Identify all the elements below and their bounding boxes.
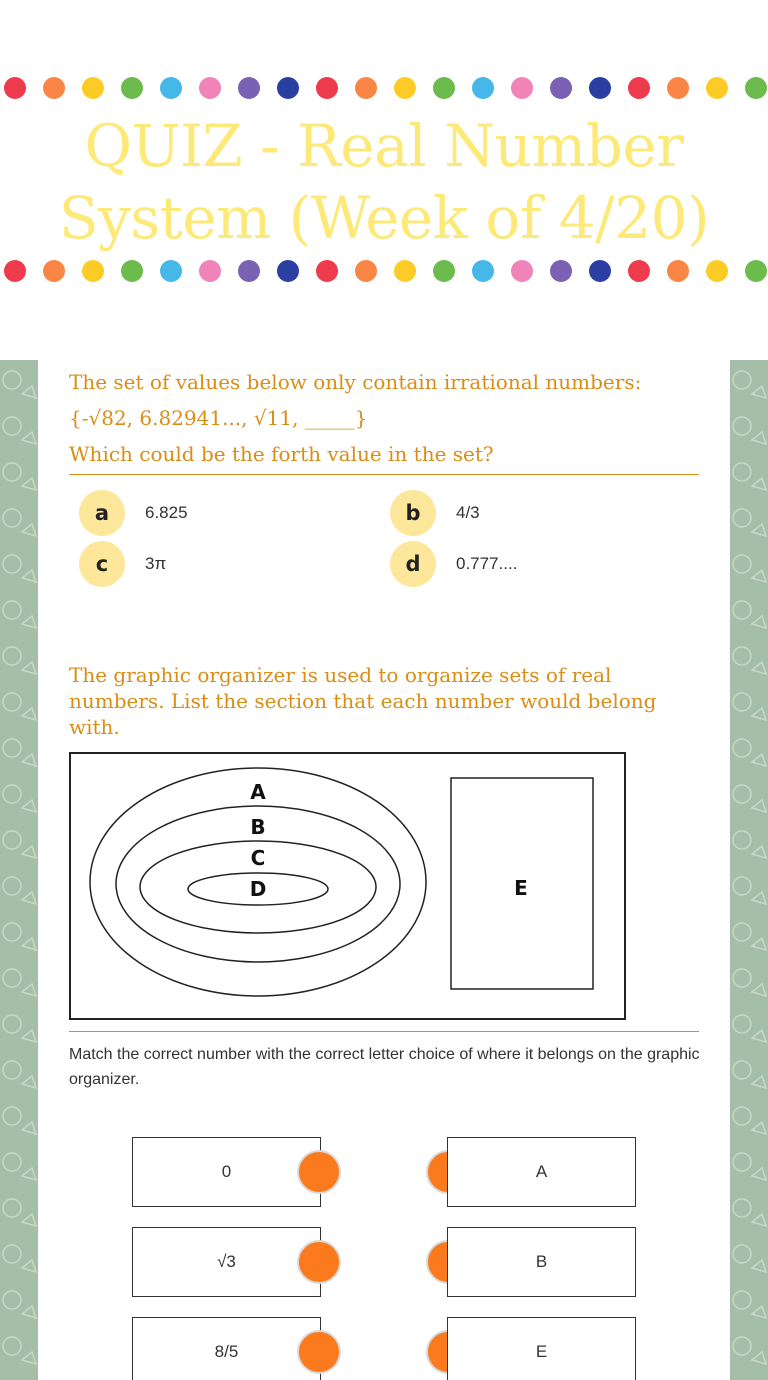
option-c[interactable]	[79, 541, 166, 587]
doodle-shape	[752, 846, 766, 858]
doodle-shape	[3, 1199, 21, 1217]
decorative-dot	[121, 260, 143, 282]
decorative-dot	[238, 77, 260, 99]
doodle-shape	[733, 1107, 751, 1125]
doodle-shape	[733, 831, 751, 849]
doodle-shape	[22, 386, 36, 398]
decorative-dot	[199, 260, 221, 282]
matching-instruction: Match the correct number with the correct letter choice of where it belongs on the graphic organizer.	[69, 1046, 700, 1088]
doodle-shape	[752, 1260, 766, 1272]
doodle-shape	[752, 1214, 766, 1226]
doodle-shape	[22, 1122, 36, 1134]
doodle-shape	[752, 662, 766, 674]
match-left-connector[interactable]	[297, 1330, 341, 1374]
doodle-shape	[22, 1030, 36, 1042]
label-e: E	[514, 876, 528, 900]
doodle-shape	[752, 1122, 766, 1134]
decorative-dot	[277, 77, 299, 99]
real-number-venn-diagram	[71, 754, 624, 1018]
dot-border-bottom	[0, 260, 768, 284]
decorative-dot	[589, 260, 611, 282]
option-letter-badge: c	[79, 541, 125, 587]
doodle-shape	[3, 1337, 21, 1355]
decorative-dot	[394, 77, 416, 99]
doodle-shape	[3, 1291, 21, 1309]
doodle-shape	[752, 524, 766, 536]
option-text: 0.777....	[456, 554, 518, 573]
label-a: A	[250, 780, 266, 804]
decorative-dot	[667, 260, 689, 282]
worksheet-content	[38, 360, 730, 1380]
doodle-shape	[3, 969, 21, 987]
doodle-shape	[733, 1061, 751, 1079]
match-left-item: √3	[132, 1227, 321, 1297]
doodle-shape	[22, 570, 36, 582]
doodle-shape	[733, 371, 751, 389]
doodle-shape	[3, 647, 21, 665]
doodle-shape	[3, 601, 21, 619]
doodle-shape	[752, 478, 766, 490]
doodle-shape	[733, 555, 751, 573]
doodle-shape	[3, 831, 21, 849]
doodle-shape	[752, 570, 766, 582]
decorative-dot	[82, 260, 104, 282]
doodle-shape	[752, 1076, 766, 1088]
decorative-side-panel-left	[0, 360, 38, 1380]
doodle-shape	[752, 984, 766, 996]
doodle-shape	[733, 463, 751, 481]
doodle-shape	[733, 647, 751, 665]
doodle-shape	[22, 1260, 36, 1272]
decorative-dot	[472, 260, 494, 282]
decorative-dot	[316, 77, 338, 99]
doodle-shape	[3, 1107, 21, 1125]
doodle-shape	[22, 938, 36, 950]
question-1-set: {-√82, 6.82941..., √11, _____}	[69, 406, 368, 430]
decorative-dot	[43, 260, 65, 282]
doodle-shape	[22, 524, 36, 536]
decorative-dot	[316, 260, 338, 282]
doodle-shape	[22, 1306, 36, 1318]
doodle-shape	[733, 969, 751, 987]
decorative-dot	[277, 260, 299, 282]
doodle-shape	[752, 1168, 766, 1180]
doodle-pattern	[730, 360, 768, 1380]
question-2-divider	[69, 1031, 699, 1032]
label-b: B	[250, 815, 266, 839]
doodle-shape	[3, 739, 21, 757]
doodle-shape	[733, 509, 751, 527]
decorative-dot	[199, 77, 221, 99]
doodle-shape	[22, 1352, 36, 1364]
doodle-shape	[752, 1030, 766, 1042]
decorative-dot	[4, 77, 26, 99]
option-text: 6.825	[145, 503, 188, 522]
decorative-dot	[82, 77, 104, 99]
decorative-dot	[394, 260, 416, 282]
doodle-shape	[752, 616, 766, 628]
doodle-shape	[733, 739, 751, 757]
match-right-item: A	[447, 1137, 636, 1207]
decorative-dot	[745, 260, 767, 282]
decorative-dot	[355, 260, 377, 282]
doodle-shape	[22, 892, 36, 904]
option-d[interactable]	[390, 541, 517, 587]
doodle-shape	[22, 478, 36, 490]
label-d: D	[249, 877, 267, 901]
doodle-shape	[733, 1153, 751, 1171]
decorative-dot	[43, 77, 65, 99]
decorative-dot	[589, 77, 611, 99]
question-1-text	[69, 364, 641, 472]
doodle-shape	[22, 432, 36, 444]
doodle-shape	[752, 1352, 766, 1364]
decorative-dot	[160, 77, 182, 99]
decorative-dot	[745, 77, 767, 99]
decorative-dot	[550, 77, 572, 99]
doodle-shape	[733, 693, 751, 711]
match-left-item: 0	[132, 1137, 321, 1207]
option-letter-badge: b	[390, 490, 436, 536]
dot-border-top	[0, 77, 768, 101]
question-2-text: The graphic organizer is used to organize sets of real numbers. List the section that each number would belong with.	[69, 663, 657, 739]
decorative-dot	[550, 260, 572, 282]
doodle-shape	[733, 1015, 751, 1033]
doodle-shape	[733, 877, 751, 895]
doodle-shape	[3, 417, 21, 435]
doodle-shape	[733, 923, 751, 941]
doodle-shape	[3, 693, 21, 711]
option-b[interactable]	[390, 490, 480, 536]
option-letter-badge: d	[390, 541, 436, 587]
doodle-shape	[3, 877, 21, 895]
doodle-shape	[3, 1015, 21, 1033]
doodle-shape	[3, 463, 21, 481]
decorative-side-panel-right	[730, 360, 768, 1380]
doodle-pattern	[0, 360, 38, 1380]
doodle-shape	[3, 1245, 21, 1263]
question-1-line-3: Which could be the forth value in the set?	[69, 442, 494, 466]
doodle-shape	[752, 938, 766, 950]
decorative-dot	[511, 260, 533, 282]
option-letter-badge: a	[79, 490, 125, 536]
doodle-shape	[3, 555, 21, 573]
doodle-shape	[3, 785, 21, 803]
doodle-shape	[752, 386, 766, 398]
decorative-dot	[121, 77, 143, 99]
doodle-shape	[752, 892, 766, 904]
decorative-dot	[511, 77, 533, 99]
title-line-2: System (Week of 4/20)	[58, 184, 710, 252]
doodle-shape	[22, 1076, 36, 1088]
doodle-shape	[22, 984, 36, 996]
doodle-shape	[22, 846, 36, 858]
doodle-shape	[3, 371, 21, 389]
doodle-shape	[752, 708, 766, 720]
doodle-shape	[733, 785, 751, 803]
decorative-dot	[628, 77, 650, 99]
doodle-shape	[733, 601, 751, 619]
doodle-shape	[752, 800, 766, 812]
match-right-item: E	[447, 1317, 636, 1380]
option-text: 4/3	[456, 503, 480, 522]
doodle-shape	[733, 417, 751, 435]
doodle-shape	[3, 923, 21, 941]
decorative-dot	[4, 260, 26, 282]
doodle-shape	[752, 754, 766, 766]
doodle-shape	[22, 708, 36, 720]
doodle-shape	[3, 1061, 21, 1079]
doodle-shape	[733, 1337, 751, 1355]
doodle-shape	[752, 432, 766, 444]
label-c: C	[250, 846, 266, 870]
title-line-1: QUIZ - Real Number	[84, 112, 684, 180]
graphic-organizer	[69, 752, 626, 1020]
doodle-shape	[22, 1214, 36, 1226]
option-text: 3π	[145, 554, 167, 573]
doodle-shape	[22, 1168, 36, 1180]
doodle-shape	[22, 616, 36, 628]
doodle-shape	[733, 1199, 751, 1217]
doodle-shape	[752, 1306, 766, 1318]
decorative-dot	[238, 260, 260, 282]
doodle-shape	[22, 800, 36, 812]
decorative-dot	[433, 260, 455, 282]
doodle-shape	[3, 1153, 21, 1171]
doodle-shape	[733, 1291, 751, 1309]
question-1-line-1: The set of values below only contain irrational numbers:	[69, 370, 642, 394]
doodle-shape	[3, 509, 21, 527]
doodle-shape	[733, 1245, 751, 1263]
decorative-dot	[355, 77, 377, 99]
decorative-dot	[160, 260, 182, 282]
decorative-dot	[628, 260, 650, 282]
doodle-shape	[22, 754, 36, 766]
match-left-connector[interactable]	[297, 1240, 341, 1284]
doodle-shape	[22, 662, 36, 674]
match-left-item: 8/5	[132, 1317, 321, 1380]
decorative-dot	[433, 77, 455, 99]
match-left-connector[interactable]	[297, 1150, 341, 1194]
match-right-item: B	[447, 1227, 636, 1297]
quiz-title	[0, 110, 768, 254]
option-a[interactable]	[79, 490, 188, 536]
question-1-divider	[69, 474, 699, 475]
decorative-dot	[667, 77, 689, 99]
decorative-dot	[706, 260, 728, 282]
decorative-dot	[472, 77, 494, 99]
decorative-dot	[706, 77, 728, 99]
